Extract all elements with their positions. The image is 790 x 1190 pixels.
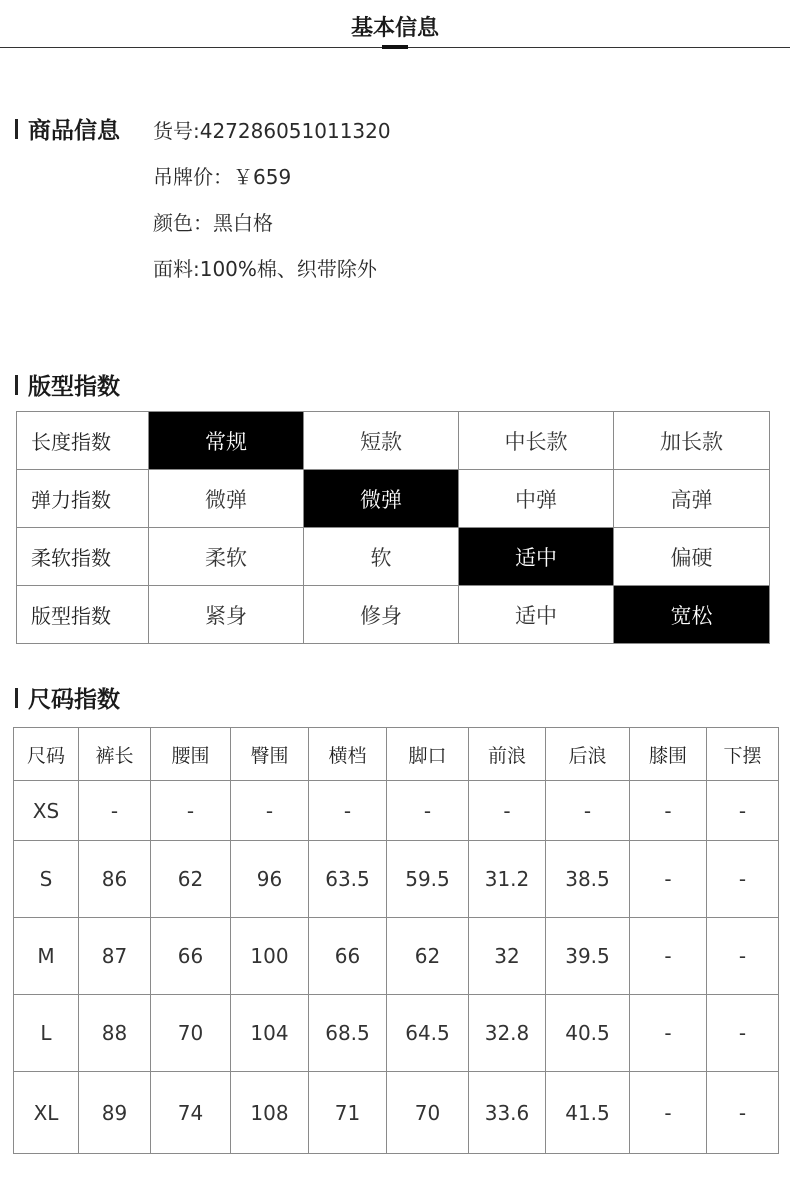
size-cell: - (546, 781, 630, 841)
page-title: 基本信息 (350, 16, 439, 41)
table-row (14, 1072, 779, 1154)
size-cell: 70 (387, 1072, 469, 1154)
size-cell: 108 (231, 1072, 309, 1154)
size-cell: - (630, 918, 707, 995)
size-cell: 31.2 (469, 841, 546, 918)
fit-option: 紧身 (149, 586, 304, 644)
size-header-cell: 臀围 (231, 728, 309, 781)
size-cell: 32 (469, 918, 546, 995)
size-cell: - (707, 781, 779, 841)
size-cell: 71 (309, 1072, 387, 1154)
fit-option: 短款 (304, 412, 459, 470)
fit-option: 偏硬 (614, 528, 770, 586)
fit-option: 高弹 (614, 470, 770, 528)
size-cell: 70 (151, 995, 231, 1072)
fit-option: 修身 (304, 586, 459, 644)
size-header-cell: 横档 (309, 728, 387, 781)
size-cell: 41.5 (546, 1072, 630, 1154)
size-cell: - (387, 781, 469, 841)
size-cell: - (151, 781, 231, 841)
fit-option-selected: 宽松 (614, 586, 770, 644)
title-accent-bar (382, 45, 408, 49)
size-header-cell: 下摆 (707, 728, 779, 781)
size-header-cell: 膝围 (630, 728, 707, 781)
size-chart-table (13, 727, 779, 1154)
size-cell: L (14, 995, 79, 1072)
size-cell: 33.6 (469, 1072, 546, 1154)
size-cell: 87 (79, 918, 151, 995)
size-cell: 96 (231, 841, 309, 918)
size-header-cell: 裤长 (79, 728, 151, 781)
size-header-cell: 腰围 (151, 728, 231, 781)
fit-option: 微弹 (149, 470, 304, 528)
fit-row-silhouette (17, 586, 770, 644)
size-cell: 59.5 (387, 841, 469, 918)
product-sku: 货号:427286051011320 (153, 119, 391, 143)
size-cell: - (630, 841, 707, 918)
fit-option: 中长款 (459, 412, 614, 470)
product-info-title: 商品信息 (28, 118, 120, 144)
size-cell: - (707, 1072, 779, 1154)
section-marker (15, 688, 18, 708)
table-row (14, 781, 779, 841)
fit-row-label: 柔软指数 (17, 528, 149, 586)
size-cell: 104 (231, 995, 309, 1072)
fit-option: 适中 (459, 586, 614, 644)
size-cell: - (469, 781, 546, 841)
size-cell: XL (14, 1072, 79, 1154)
table-row (14, 918, 779, 995)
size-cell: 64.5 (387, 995, 469, 1072)
size-cell: - (630, 781, 707, 841)
size-cell: - (630, 995, 707, 1072)
size-header-row (14, 728, 779, 781)
size-cell: 40.5 (546, 995, 630, 1072)
size-cell: 68.5 (309, 995, 387, 1072)
size-header-cell: 脚口 (387, 728, 469, 781)
fit-option: 柔软 (149, 528, 304, 586)
fit-option-selected: 适中 (459, 528, 614, 586)
size-cell: S (14, 841, 79, 918)
fit-option: 软 (304, 528, 459, 586)
size-header-cell: 后浪 (546, 728, 630, 781)
product-color: 颜色：黑白格 (153, 211, 273, 235)
fit-option-selected: 常规 (149, 412, 304, 470)
size-cell: - (630, 1072, 707, 1154)
size-cell: - (707, 918, 779, 995)
size-cell: 32.8 (469, 995, 546, 1072)
size-cell: - (79, 781, 151, 841)
size-cell: 38.5 (546, 841, 630, 918)
size-cell: 39.5 (546, 918, 630, 995)
size-cell: - (309, 781, 387, 841)
fit-index-table (16, 411, 770, 644)
section-marker (15, 119, 18, 139)
size-cell: - (231, 781, 309, 841)
size-cell: M (14, 918, 79, 995)
fit-row-softness (17, 528, 770, 586)
size-cell: - (707, 995, 779, 1072)
size-index-title: 尺码指数 (28, 687, 120, 713)
size-cell: 86 (79, 841, 151, 918)
size-cell: - (707, 841, 779, 918)
size-header-cell: 尺码 (14, 728, 79, 781)
fit-option: 加长款 (614, 412, 770, 470)
product-material: 面料:100%棉、织带除外 (153, 257, 377, 281)
size-cell: 89 (79, 1072, 151, 1154)
table-row (14, 995, 779, 1072)
table-row (14, 841, 779, 918)
fit-row-label: 长度指数 (17, 412, 149, 470)
size-cell: 63.5 (309, 841, 387, 918)
size-cell: 88 (79, 995, 151, 1072)
size-cell: 66 (151, 918, 231, 995)
fit-option-selected: 微弹 (304, 470, 459, 528)
fit-row-label: 版型指数 (17, 586, 149, 644)
product-tag-price: 吊牌价：￥659 (153, 165, 292, 189)
section-marker (15, 375, 18, 395)
fit-row-elasticity (17, 470, 770, 528)
fit-option: 中弹 (459, 470, 614, 528)
size-cell: 74 (151, 1072, 231, 1154)
size-cell: 62 (387, 918, 469, 995)
size-cell: XS (14, 781, 79, 841)
size-cell: 100 (231, 918, 309, 995)
fit-index-title: 版型指数 (28, 374, 120, 400)
size-cell: 62 (151, 841, 231, 918)
fit-row-label: 弹力指数 (17, 470, 149, 528)
fit-row-length (17, 412, 770, 470)
size-cell: 66 (309, 918, 387, 995)
size-header-cell: 前浪 (469, 728, 546, 781)
